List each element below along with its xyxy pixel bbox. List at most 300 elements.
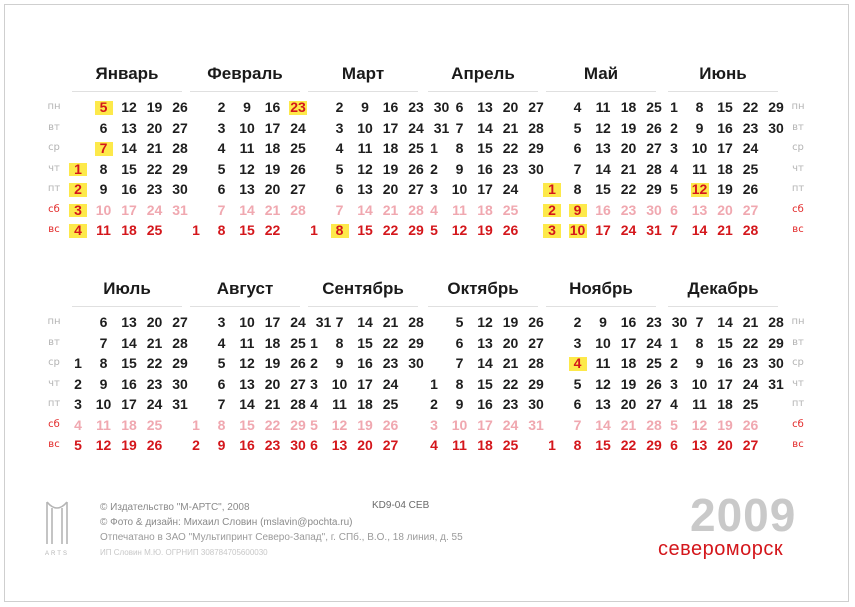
day-cell: 9 — [695, 119, 704, 136]
day-cell: 29 — [172, 355, 188, 371]
day-cell: 24 — [382, 375, 399, 392]
day-cell: 11 — [96, 222, 111, 238]
day-cell: 12 — [239, 160, 255, 177]
weekday-label: сб — [792, 418, 804, 430]
week-row — [542, 415, 672, 436]
day-cell: 18 — [357, 396, 373, 412]
day-cell: 19 — [121, 437, 137, 453]
week-row — [68, 200, 198, 221]
day-cell: 3 — [670, 375, 678, 392]
day-cell: 29 — [290, 416, 306, 433]
month-divider — [428, 91, 538, 92]
weekday-label: вс — [792, 224, 804, 235]
day-cell: 2 — [217, 99, 226, 115]
day-cell: 5 — [94, 97, 114, 118]
month-name: Февраль — [207, 64, 283, 83]
day-cell: 7 — [573, 416, 582, 433]
day-cell: 14 — [239, 201, 255, 218]
day-cell: 14 — [121, 140, 137, 156]
day-cell: 1 — [192, 222, 200, 238]
day-cell: 20 — [264, 375, 281, 392]
day-cell: 2 — [68, 179, 88, 200]
week-row — [424, 394, 554, 415]
week-row — [304, 333, 434, 354]
day-cell: 24 — [742, 375, 759, 392]
day-cell: 15 — [239, 222, 255, 238]
weekday-label: сб — [792, 203, 804, 215]
day-cell: 17 — [357, 375, 373, 392]
week-row — [664, 138, 794, 159]
day-cell: 23 — [382, 355, 399, 371]
day-cell: 24 — [502, 416, 519, 433]
day-cell: 8 — [455, 375, 464, 392]
day-cell: 3 — [74, 396, 82, 412]
day-cell: 5 — [310, 416, 318, 433]
day-cell: 30 — [646, 201, 662, 218]
month-name: Сентябрь — [322, 279, 404, 298]
week-row — [186, 353, 316, 374]
month-name: Июль — [103, 279, 151, 298]
week-row — [68, 374, 198, 395]
day-cell: 11 — [452, 201, 467, 218]
day-cell: 15 — [717, 334, 733, 351]
day-cell: 22 — [146, 355, 163, 371]
day-cell: 29 — [646, 181, 662, 197]
day-cell: 16 — [717, 119, 733, 136]
day-cell: 12 — [690, 179, 710, 200]
day-cell: 27 — [290, 181, 306, 197]
day-cell: 29 — [408, 334, 424, 351]
day-cell: 4 — [670, 396, 678, 412]
day-cell: 7 — [695, 314, 704, 330]
day-cell: 28 — [408, 314, 424, 330]
week-row — [424, 200, 554, 221]
day-cell: 4 — [670, 160, 678, 177]
day-cell: 25 — [742, 160, 759, 177]
day-cell: 2 — [335, 99, 344, 115]
day-cell: 2 — [573, 314, 582, 330]
week-row — [424, 179, 554, 200]
day-cell: 23 — [620, 201, 637, 218]
week-row — [186, 138, 316, 159]
day-cell: 5 — [74, 437, 82, 453]
month-divider — [668, 306, 778, 307]
week-row — [542, 312, 688, 333]
day-cell: 17 — [121, 201, 137, 218]
day-cell: 17 — [121, 396, 137, 412]
week-row — [542, 333, 672, 354]
week-row — [304, 435, 434, 456]
week-row — [304, 394, 434, 415]
week-row — [542, 220, 672, 241]
week-row — [424, 220, 554, 241]
day-cell: 13 — [595, 396, 611, 412]
day-cell: 12 — [357, 160, 373, 177]
week-row — [68, 138, 198, 159]
day-cell: 15 — [239, 416, 255, 433]
day-cell: 18 — [620, 99, 637, 115]
day-cell: 6 — [99, 119, 108, 136]
day-cell: 21 — [502, 119, 519, 136]
day-cell: 31 — [646, 222, 662, 238]
week-row — [186, 200, 316, 221]
day-cell: 28 — [742, 222, 759, 238]
weekday-label: вс — [48, 439, 60, 450]
day-cell: 2 — [670, 355, 678, 371]
day-cell: 22 — [502, 140, 519, 156]
week-row — [542, 374, 672, 395]
day-cell: 3 — [310, 375, 318, 392]
week-row — [542, 200, 672, 221]
day-cell: 14 — [691, 222, 708, 238]
day-cell: 18 — [717, 160, 733, 177]
day-cell: 21 — [382, 201, 399, 218]
day-cell: 22 — [620, 437, 637, 453]
day-cell: 15 — [357, 222, 373, 238]
day-cell: 2 — [430, 396, 438, 412]
day-cell: 26 — [290, 160, 306, 177]
year-title: 2009 — [690, 489, 797, 541]
weekday-label: вс — [792, 439, 804, 450]
week-row — [542, 159, 672, 180]
day-cell: 13 — [691, 201, 708, 218]
day-cell: 13 — [121, 119, 137, 136]
day-cell: 14 — [595, 160, 611, 177]
day-cell: 18 — [382, 140, 399, 156]
month-name: Август — [216, 279, 274, 298]
day-cell: 24 — [408, 119, 424, 136]
week-row — [304, 374, 434, 395]
day-cell: 19 — [264, 355, 281, 371]
day-cell: 28 — [646, 160, 662, 177]
day-cell: 8 — [455, 140, 464, 156]
day-cell: 20 — [620, 140, 637, 156]
day-cell: 29 — [646, 437, 662, 453]
day-cell: 16 — [595, 201, 611, 218]
day-cell: 21 — [742, 314, 759, 330]
week-row — [424, 415, 554, 436]
day-cell: 6 — [455, 334, 464, 351]
day-cell: 23 — [646, 314, 662, 330]
day-cell: 22 — [382, 222, 399, 238]
day-cell: 5 — [670, 181, 678, 197]
day-cell: 18 — [264, 140, 281, 156]
week-row — [186, 179, 316, 200]
month-divider — [72, 306, 182, 307]
day-cell: 22 — [742, 99, 759, 115]
weekday-label: чт — [48, 162, 60, 174]
weekday-label: ср — [48, 357, 60, 368]
day-cell: 29 — [528, 140, 544, 156]
day-cell: 27 — [528, 334, 544, 351]
day-cell: 1 — [548, 437, 556, 453]
day-cell: 13 — [595, 140, 611, 156]
day-cell: 2 — [310, 355, 318, 371]
week-row — [186, 394, 316, 415]
week-row — [68, 415, 198, 436]
week-row — [664, 394, 794, 415]
day-cell: 27 — [382, 437, 399, 453]
day-cell: 11 — [452, 437, 467, 453]
day-cell: 5 — [573, 119, 582, 136]
day-cell: 21 — [264, 201, 281, 218]
day-cell: 16 — [121, 375, 137, 392]
weekday-label: ср — [792, 357, 804, 368]
week-row — [664, 353, 794, 374]
day-cell: 26 — [382, 416, 399, 433]
day-cell: 5 — [430, 222, 438, 238]
day-cell: 3 — [542, 220, 562, 241]
weekday-label: ср — [48, 142, 60, 153]
day-cell: 29 — [768, 99, 784, 115]
day-cell: 7 — [573, 160, 582, 177]
day-cell: 27 — [646, 396, 662, 412]
day-cell: 11 — [239, 334, 255, 351]
day-cell: 7 — [335, 314, 344, 330]
day-cell: 22 — [620, 181, 637, 197]
day-cell: 25 — [290, 140, 306, 156]
day-cell: 14 — [121, 334, 137, 351]
day-cell: 13 — [121, 314, 137, 330]
day-cell: 20 — [620, 396, 637, 412]
day-cell: 18 — [477, 201, 493, 218]
week-row — [424, 312, 554, 333]
day-cell: 23 — [146, 375, 163, 392]
day-cell: 7 — [670, 222, 678, 238]
day-cell: 5 — [217, 355, 226, 371]
day-cell: 24 — [290, 119, 306, 136]
week-row — [664, 97, 794, 118]
month-name: Октябрь — [447, 279, 519, 298]
day-cell: 16 — [121, 181, 137, 197]
weekday-label: чт — [48, 377, 60, 389]
day-cell: 16 — [239, 437, 255, 453]
day-cell: 1 — [430, 140, 438, 156]
day-cell: 25 — [742, 396, 759, 412]
weekday-labels-left-top — [42, 97, 66, 241]
day-cell: 25 — [146, 222, 163, 238]
weekday-label: чт — [792, 377, 804, 389]
day-cell: 15 — [357, 334, 373, 351]
day-cell: 27 — [742, 437, 759, 453]
week-row — [542, 118, 672, 139]
day-cell: 26 — [290, 355, 306, 371]
week-row — [664, 333, 794, 354]
day-cell: 18 — [477, 437, 493, 453]
day-cell: 12 — [691, 416, 708, 433]
day-cell: 19 — [502, 314, 519, 330]
day-cell: 21 — [620, 160, 637, 177]
day-cell: 27 — [408, 181, 424, 197]
day-cell: 27 — [742, 201, 759, 218]
day-cell: 13 — [357, 181, 373, 197]
city-name: североморск — [658, 538, 784, 560]
day-cell: 6 — [99, 314, 108, 330]
day-cell: 1 — [670, 99, 678, 115]
day-cell: 26 — [502, 222, 519, 238]
day-cell: 17 — [717, 140, 733, 156]
week-row — [664, 159, 794, 180]
week-row — [304, 159, 434, 180]
day-cell: 4 — [68, 220, 88, 241]
week-row — [424, 374, 554, 395]
day-cell: 19 — [382, 160, 399, 177]
week-row — [542, 353, 672, 374]
day-cell: 15 — [121, 355, 137, 371]
week-row — [664, 415, 794, 436]
credits-printed: Отпечатано в ЗАО "Мультипринт Северо-Запад", г. СПб., В.О., 18 линия, д. 55 — [100, 532, 463, 543]
day-cell: 4 — [335, 140, 344, 156]
credits-photo-design: © Фото & дизайн: Михаил Словин (mslavin@pochta.ru) — [100, 517, 353, 528]
credits-publisher: © Издательство "М-АРТС", 2008 — [100, 502, 250, 513]
week-row — [68, 159, 198, 180]
day-cell: 12 — [595, 119, 611, 136]
day-cell: 30 — [172, 375, 188, 392]
day-cell: 12 — [239, 355, 255, 371]
week-row — [304, 118, 450, 139]
day-cell: 25 — [502, 201, 519, 218]
week-row — [542, 179, 672, 200]
day-cell: 4 — [217, 334, 226, 351]
day-cell: 21 — [146, 140, 163, 156]
day-cell: 29 — [528, 375, 544, 392]
day-cell: 15 — [121, 160, 137, 177]
day-cell: 9 — [243, 99, 251, 115]
day-cell: 1 — [310, 222, 318, 238]
day-cell: 20 — [146, 119, 163, 136]
day-cell: 6 — [573, 140, 582, 156]
day-cell: 1 — [192, 416, 200, 433]
week-row — [304, 97, 450, 118]
day-cell: 6 — [335, 181, 344, 197]
day-cell: 22 — [502, 375, 519, 392]
month-divider — [190, 306, 300, 307]
day-cell: 27 — [290, 375, 306, 392]
week-row — [186, 333, 316, 354]
day-cell: 3 — [217, 314, 226, 330]
m-arts-logo-icon — [42, 498, 72, 558]
day-cell: 10 — [95, 396, 112, 412]
day-cell: 22 — [264, 222, 281, 238]
day-cell: 7 — [217, 201, 226, 218]
weekday-label: сб — [48, 418, 60, 430]
week-row — [424, 353, 554, 374]
day-cell: 21 — [717, 222, 733, 238]
day-cell: 13 — [477, 99, 493, 115]
day-cell: 14 — [595, 416, 611, 433]
day-cell: 31 — [172, 396, 188, 412]
day-cell: 20 — [382, 181, 399, 197]
day-cell: 28 — [408, 201, 424, 218]
week-row — [186, 415, 316, 436]
month-name: Декабрь — [687, 279, 759, 298]
day-cell: 19 — [477, 222, 493, 238]
week-row — [664, 179, 794, 200]
day-cell: 2 — [430, 160, 438, 177]
day-cell: 14 — [477, 119, 493, 136]
day-cell: 11 — [332, 396, 347, 412]
day-cell: 14 — [239, 396, 255, 412]
day-cell: 24 — [646, 334, 662, 351]
day-cell: 31 — [433, 119, 450, 136]
day-cell: 25 — [646, 355, 662, 371]
day-cell: 2 — [192, 437, 200, 453]
day-cell: 3 — [430, 181, 438, 197]
day-cell: 10 — [95, 201, 112, 218]
day-cell: 19 — [620, 119, 637, 136]
day-cell: 20 — [146, 314, 163, 330]
day-cell: 16 — [357, 355, 373, 371]
day-cell: 29 — [172, 160, 188, 177]
month-name: Май — [583, 64, 619, 83]
day-cell: 17 — [477, 181, 493, 197]
day-cell: 1 — [68, 159, 88, 180]
day-cell: 1 — [542, 179, 562, 200]
day-cell: 10 — [239, 314, 255, 330]
month-divider — [546, 91, 656, 92]
day-cell: 10 — [691, 140, 708, 156]
day-cell: 11 — [595, 355, 611, 371]
day-cell: 22 — [146, 160, 163, 177]
day-cell: 19 — [717, 181, 733, 197]
day-cell: 8 — [99, 355, 108, 371]
day-cell: 18 — [121, 416, 137, 433]
day-cell: 9 — [568, 200, 588, 221]
day-cell: 26 — [408, 160, 424, 177]
day-cell: 9 — [335, 355, 344, 371]
day-cell: 15 — [717, 99, 733, 115]
weekday-label: вт — [792, 336, 804, 348]
month-name: Ноябрь — [569, 279, 633, 298]
day-cell: 7 — [455, 119, 464, 136]
day-cell: 6 — [217, 375, 226, 392]
day-cell: 28 — [290, 201, 306, 218]
day-cell: 28 — [290, 396, 306, 412]
day-cell: 8 — [330, 220, 350, 241]
day-cell: 19 — [620, 375, 637, 392]
day-cell: 8 — [217, 222, 226, 238]
week-row — [68, 435, 198, 456]
day-cell: 12 — [95, 437, 112, 453]
day-cell: 30 — [528, 160, 544, 177]
weekday-labels-left-bottom — [42, 312, 66, 456]
day-cell: 3 — [430, 416, 438, 433]
day-cell: 6 — [670, 201, 678, 218]
day-cell: 17 — [620, 334, 637, 351]
week-row — [186, 118, 316, 139]
day-cell: 16 — [717, 355, 733, 371]
day-cell: 11 — [96, 416, 111, 433]
day-cell: 12 — [451, 222, 468, 238]
day-cell: 17 — [717, 375, 733, 392]
day-cell: 19 — [146, 99, 163, 115]
day-cell: 18 — [264, 334, 281, 351]
day-cell: 5 — [670, 416, 678, 433]
day-cell: 14 — [357, 314, 373, 330]
month-divider — [308, 91, 418, 92]
week-row — [424, 333, 554, 354]
day-cell: 13 — [477, 334, 493, 351]
day-cell: 23 — [742, 355, 759, 371]
week-row — [68, 312, 198, 333]
week-row — [68, 97, 198, 118]
day-cell: 10 — [568, 220, 588, 241]
weekday-label: вт — [48, 121, 60, 133]
product-code: KD9-04 СЕВ — [372, 500, 430, 511]
day-cell: 20 — [264, 181, 281, 197]
week-row — [664, 118, 794, 139]
month-divider — [308, 306, 418, 307]
